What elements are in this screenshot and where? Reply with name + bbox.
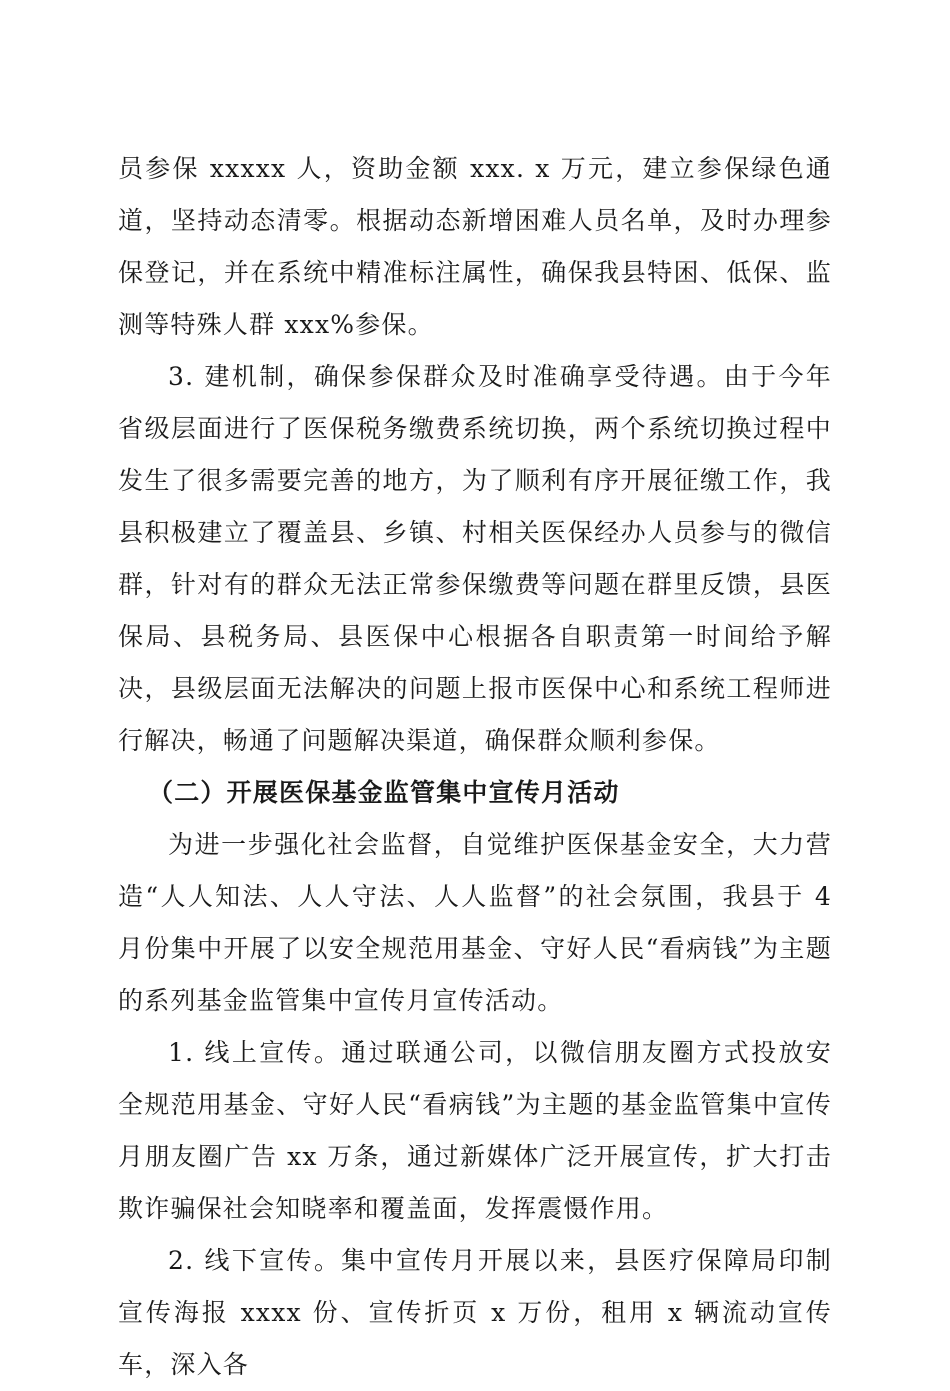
paragraph-offline-promotion: 2. 线下宣传。集中宣传月开展以来，县医疗保障局印制宣传海报 xxxx 份、宣传折页 x 万份，租用 x 辆流动宣传车，深入各 xyxy=(118,1246,832,1379)
paragraph-continuation: 员参保 xxxxx 人，资助金额 xxx. x 万元，建立参保绿色通道，坚持动态清零。根据动态新增困难人员名单，及时办理参保登记，并在系统中精准标注属性，确保我县特困、低保、监测等特殊人群 xxx%参保。 xyxy=(118,154,832,339)
paragraph-mechanism: 3. 建机制，确保参保群众及时准确享受待遇。由于今年省级层面进行了医保税务缴费系统切换，两个系统切换过程中发生了很多需要完善的地方，为了顺利有序开展征缴工作，我县积极建立了覆盖县、乡镇、村相关医保经办人员参与的微信群，针对有的群众无法正常参保缴费等问题在群里反馈，县医保局、县税务局、县医保中心根据各自职责第一时间给予解决，县级层面无法解决的问题上报市医保中心和系统工程师进行解决，畅通了问题解决渠道，确保群众顺利参保。 xyxy=(118,362,832,755)
paragraph-online-promotion: 1. 线上宣传。通过联通公司，以微信朋友圈方式投放安全规范用基金、守好人民“看病钱”为主题的基金监管集中宣传月朋友圈广告 xx 万条，通过新媒体广泛开展宣传，扩大打击欺诈骗保社会知晓率和覆盖面，发挥震慑作用。 xyxy=(118,1038,832,1223)
paragraph-supervision-intro: 为进一步强化社会监督，自觉维护医保基金安全，大力营造“人人知法、人人守法、人人监督”的社会氛围，我县于 4 月份集中开展了以安全规范用基金、守好人民“看病钱”为主题的系列基金监管集中宣传月宣传活动。 xyxy=(118,830,832,1015)
section-heading: （二）开展医保基金监管集中宣传月活动 xyxy=(148,778,620,807)
